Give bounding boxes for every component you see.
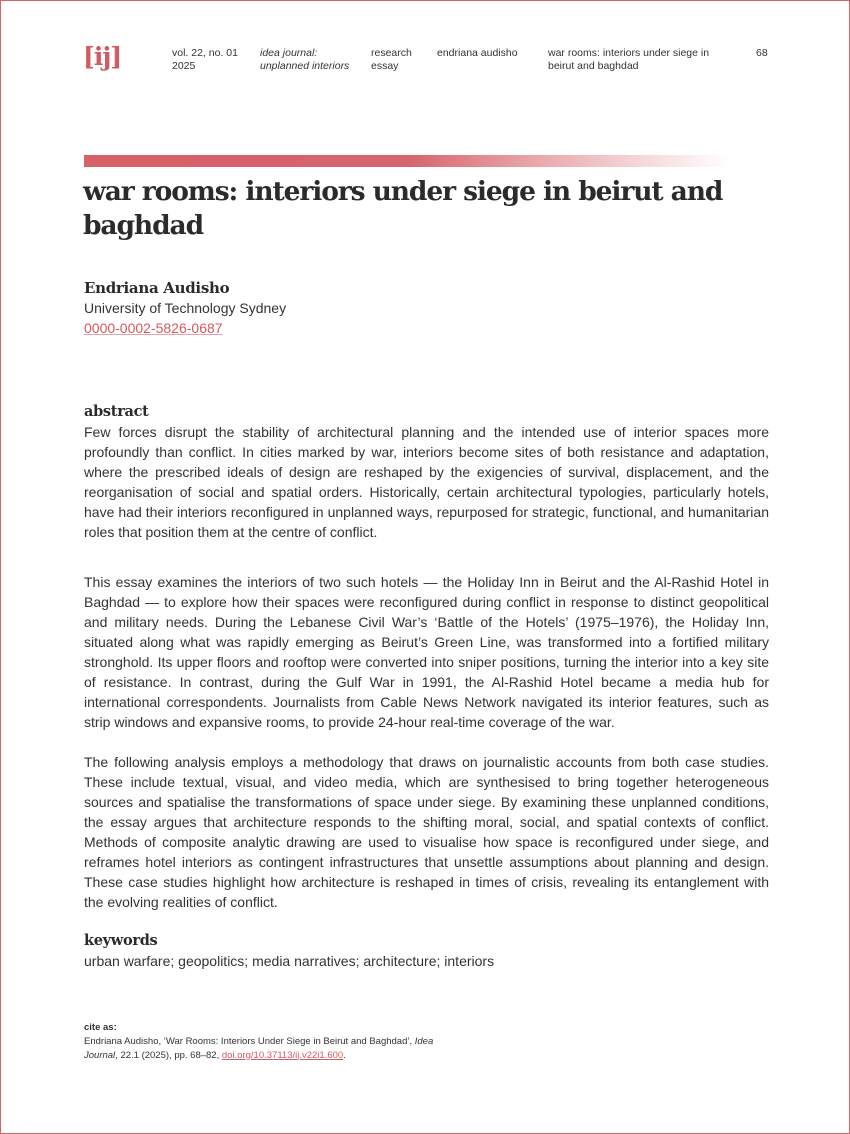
- header-journal: [260, 47, 349, 73]
- citation: [84, 1035, 444, 1062]
- header-author-name: endriana audisho: [437, 47, 518, 59]
- citation-end: .: [343, 1049, 346, 1061]
- journal-issue-theme: unplanned interiors: [260, 60, 350, 72]
- article-type-line2: essay: [371, 60, 399, 72]
- citation-text: Endriana Audisho, ‘War Rooms: Interiors Under Siege in Beirut and Baghdad’,: [84, 1036, 415, 1047]
- header-page-number: [756, 47, 768, 60]
- article-type-line1: research: [371, 47, 412, 59]
- header-volume: [172, 47, 238, 73]
- article-title: war rooms: interiors under siege in beirut and baghdad: [83, 176, 723, 241]
- title-gradient-rule: [84, 155, 729, 167]
- journal-name: idea journal:: [260, 47, 318, 59]
- volume-number: vol. 22, no. 01: [172, 47, 238, 59]
- citation-details: , 22.1 (2025), pp. 68–82,: [115, 1049, 222, 1061]
- keywords-heading: keywords: [84, 932, 158, 949]
- header-running-title: [548, 47, 709, 73]
- header-article-type: [371, 47, 412, 73]
- citation-journal: Idea Journal: [84, 1036, 434, 1061]
- page-number: 68: [756, 47, 768, 59]
- keywords-list: urban warfare; geopolitics; media narratives; architecture; interiors: [84, 953, 495, 969]
- header-author: [437, 47, 518, 60]
- cite-label: cite as:: [84, 1022, 117, 1033]
- orcid-link[interactable]: 0000-0002-5826-0687: [84, 320, 223, 336]
- journal-logo: [ij]: [83, 42, 122, 71]
- abstract-paragraph-1: Few forces disrupt the stability of architectural planning and the intended use of interior spaces more profoundly than conflict. In cities marked by war, interiors become sites of both resistance and adaptation, where the prescribed ideals of design are reshaped by the exigencies of survival, displacement, and the reorganisation of social and spatial orders. Historically, certain architectural typologies, particularly hotels, have had their interiors reconfigured in unplanned ways, repurposed for strategic, functional, and humanitarian roles that position them at the centre of conflict.: [84, 424, 769, 540]
- volume-year: 2025: [172, 60, 196, 72]
- author-name: Endriana Audisho: [84, 279, 230, 297]
- doi-link[interactable]: doi.org/10.37113/ij.v22i1.600: [221, 1049, 344, 1061]
- running-title-line2: beirut and baghdad: [548, 60, 639, 72]
- abstract-paragraph-3: The following analysis employs a methodology that draws on journalistic accounts from both case studies. These include textual, visual, and video media, which are synthesised to bring together heterogeneous sources and spatialise the transformations of space under siege. By examining these unplanned conditions, the essay argues that architecture responds to the shifting moral, social, and spatial contexts of conflict. Methods of composite analytic drawing are used to visualise how space is reconfigured under siege, and reframes hotel interiors as contingent infrastructures that unsettle assumptions about planning and design. These case studies highlight how architecture is reshaped in times of crisis, revealing its entanglement with the evolving realities of conflict.: [84, 754, 769, 910]
- abstract-paragraph-2: This essay examines the interiors of two such hotels — the Holiday Inn in Beirut and the Al-Rashid Hotel in Baghdad — to explore how their spaces were reconfigured during conflict in response to distinct geopolitical and military needs. During the Lebanese Civil War’s ‘Battle of the Hotels’ (1975–1976), the Holiday Inn, situated along what was rapidly emerging as Beirut’s Green Line, was transformed into a fortified military stronghold. Its upper floors and rooftop were converted into sniper positions, turning the interior into a key site of resistance. In contrast, during the Gulf War in 1991, the Al-Rashid Hotel became a media hub for international correspondents. Journalists from Cable News Network navigated its interior features, such as strip windows and expansive rooms, to provide 24-hour real-time coverage of the war.: [84, 574, 769, 730]
- author-affiliation: University of Technology Sydney: [84, 300, 287, 316]
- running-title-line1: war rooms: interiors under siege in: [548, 47, 710, 59]
- abstract-heading: abstract: [84, 403, 149, 420]
